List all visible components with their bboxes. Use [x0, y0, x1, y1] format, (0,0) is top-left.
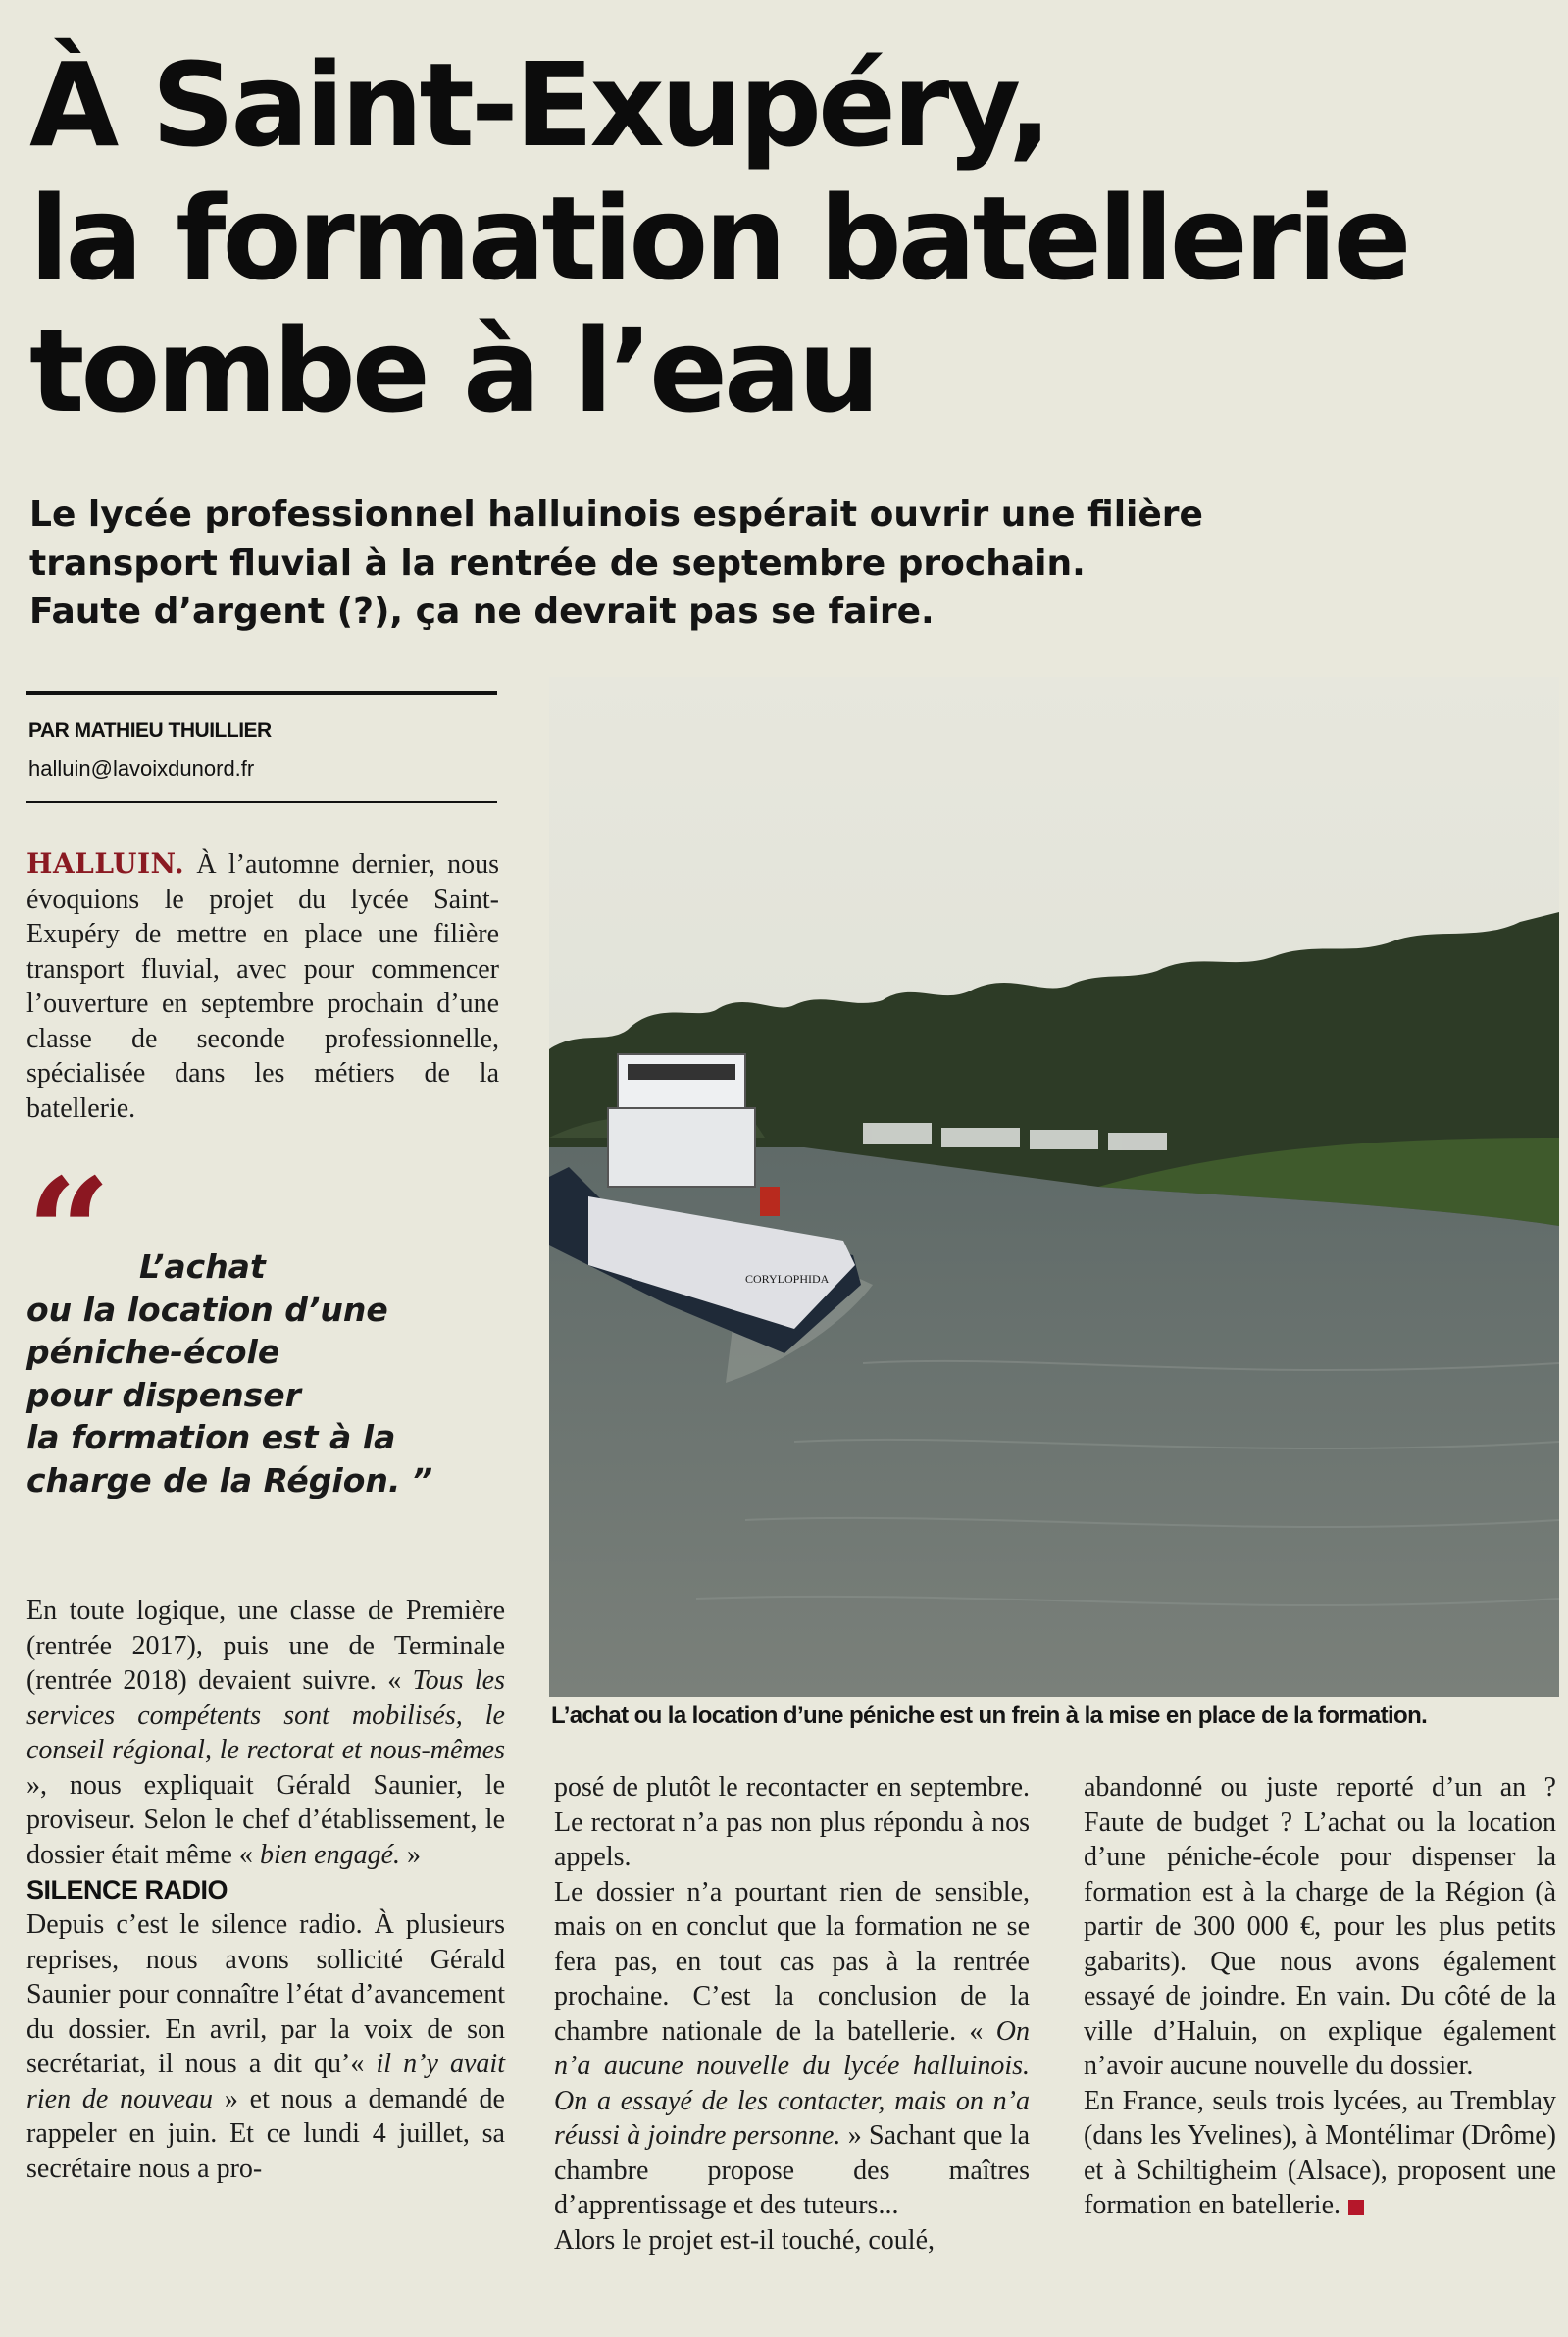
headline-line-3: tombe à l’eau [29, 303, 877, 439]
text-run: » Sachant que la chambre propose des maîtres d’apprentissage et des tuteurs... [554, 2120, 1030, 2220]
intro-text: À l’automne dernier, nous évoquions le projet du lycée Saint-Exupéry de mettre en place une filière transport fluvial, avec pour commencer l’ouverture en septembre prochain d’une classe de seconde professionnelle, spécialisée dans les métiers de la batellerie. [26, 849, 500, 1124]
article-photo [549, 677, 1559, 1697]
body-paragraph [554, 1875, 1030, 2223]
boat-name: CORYLOPHIDA [745, 1272, 830, 1286]
pull-quote-line: la formation est à la [26, 1418, 396, 1456]
pull-quote-line: pour dispenser [26, 1375, 301, 1414]
byline [26, 691, 497, 803]
standfirst-line-2: transport fluvial à la rentrée de septembre prochain. [29, 542, 1086, 584]
text-run: En France, seuls trois lycées, au Tremblay (dans les Yvelines), à Montélimar (Drôme) et à Schiltigheim (Alsace), proposent une formation en batellerie. [1084, 2085, 1556, 2220]
body-paragraph: Alors le projet est-il touché, coulé, [554, 2224, 935, 2256]
dateline: HALLUIN. [26, 847, 185, 880]
standfirst-line-1: Le lycée professionnel halluinois espérait ouvrir une filière [29, 494, 1203, 534]
body-paragraph: abandonné ou juste reporté d’un an ? Faute de budget ? L’achat ou la location d’une péniche-école pour dispenser la formation est à la charge de la Région (à partir de 300 000 €, pour les plus petits gabarits). Que nous avons également essayé de joindre. En vain. Du côté de la ville d’Haluin, on explique également n’avoir aucune nouvelle du dossier. [1084, 1772, 1556, 2081]
article-column-1 [26, 1594, 505, 2186]
barge-on-canal-image [549, 677, 1559, 1697]
body-paragraph [26, 1907, 505, 2186]
byline-email: halluin@lavoixdunord.fr [28, 756, 255, 781]
article-column-3 [1084, 1770, 1556, 2223]
standfirst-line-3: Faute d’argent (?), ça ne devrait pas se faire. [29, 591, 935, 633]
headline-line-2: la formation batellerie [29, 170, 1408, 306]
pull-quote-line: charge de la Région. ” [26, 1460, 433, 1499]
byline-author: PAR MATHIEU THUILLIER [28, 719, 272, 741]
text-run: » [400, 1839, 421, 1870]
body-paragraph [26, 1594, 505, 1872]
text-run: », nous expliquait Gérald Saunier, le proviseur. Selon le chef d’établissement, le dossier était même « [26, 1769, 505, 1870]
quote-run: On n’a aucune nouvelle du lycée halluinois. On a essayé de les contacter, mais on n’a réussi à joindre personne. [554, 2015, 1030, 2151]
pull-quote-line: ou la location d’une [26, 1290, 388, 1329]
article-intro [26, 846, 499, 1126]
article-column-2 [554, 1770, 1030, 2258]
body-paragraph [1084, 2084, 1556, 2223]
text-run: » et nous a demandé de rappeler en juin. Et ce lundi 4 juillet, sa secrétaire nous a pro- [26, 2083, 505, 2184]
standfirst [29, 490, 1255, 636]
headline-line-1: À Saint-Exupéry, [29, 37, 1048, 173]
headline [29, 37, 1408, 439]
pull-quote-line: péniche-école [26, 1333, 280, 1371]
pull-quote [26, 1146, 507, 1512]
quote-run: bien engagé. [259, 1839, 400, 1870]
text-run: Depuis c’est le silence radio. À plusieurs reprises, nous avons sollicité Gérald Saunier pour connaître l’état d’avancement du dossier. En avril, par la voix de son secrétariat, il nous a dit qu’« [26, 1909, 505, 2079]
text-run: En toute logique, une classe de Première (rentrée 2017), puis une de Terminale (rentrée 2018) devaient suivre. « [26, 1596, 505, 1696]
quote-mark-icon: “ [26, 1146, 112, 1319]
quote-run: Tous les services compétents sont mobilisés, le conseil régional, le rectorat et nous-mêmes [26, 1665, 505, 1765]
quote-run: il n’y avait rien de nouveau [26, 2049, 505, 2114]
end-of-article-icon [1348, 2200, 1364, 2215]
pull-quote-line: L’achat [139, 1247, 266, 1286]
photo-caption: L’achat ou la location d’une péniche est un frein à la mise en place de la formation. [551, 1702, 1428, 1729]
subhead: SILENCE RADIO [26, 1875, 228, 1905]
body-paragraph: posé de plutôt le recontacter en septembre. Le rectorat n’a pas non plus répondu à nos appels. [554, 1772, 1030, 1872]
pull-quote-text [26, 1245, 507, 1501]
intro-paragraph [26, 846, 499, 1126]
text-run: Le dossier n’a pourtant rien de sensible, mais on en conclut que la formation ne se fera pas, en tout cas pas à la rentrée prochaine. C’est la conclusion de la chambre nationale de la batellerie. « [554, 1876, 1030, 2047]
